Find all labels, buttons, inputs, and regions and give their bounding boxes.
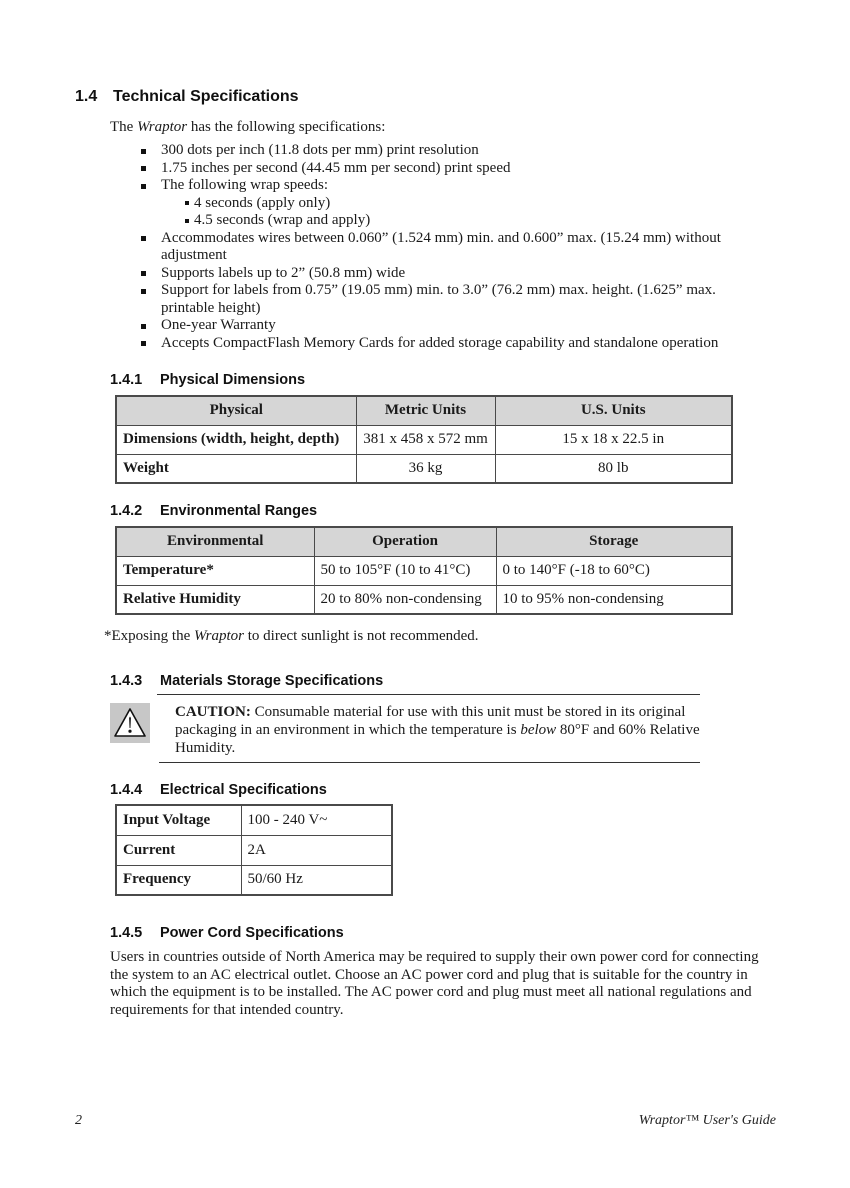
table-row: [116, 454, 732, 483]
table-cell: 10 to 95% non-condensing: [496, 585, 732, 614]
table-row: [116, 585, 732, 614]
spec-bullet-item: One-year Warranty: [140, 317, 724, 335]
product-name: Wraptor: [194, 628, 245, 644]
spec-sub-bullet-list: [185, 195, 724, 230]
subsection-heading-environmental: [110, 504, 850, 519]
caution-divider-bottom: [159, 762, 700, 763]
table-row: [116, 556, 732, 585]
table-cell: 15 x 18 x 22.5 in: [495, 425, 732, 454]
table-row: [116, 425, 732, 454]
table-row-label: Temperature*: [116, 556, 314, 585]
table-row-label: Frequency: [116, 865, 241, 895]
subsection-number: 1.4.3: [110, 673, 143, 689]
subsection-title: Electrical Specifications: [160, 782, 327, 798]
caution-block: [110, 703, 850, 757]
table-row-label: Dimensions (width, height, depth): [116, 425, 356, 454]
table-cell: 2A: [241, 835, 392, 865]
environmental-footnote: [104, 628, 850, 645]
spec-bullet-item: Support for labels from 0.75” (19.05 mm) min. to 3.0” (76.2 mm) max. height. (1.625” max. printable height): [140, 282, 724, 317]
subsection-title: Environmental Ranges: [160, 503, 318, 519]
table-cell: 36 kg: [356, 454, 495, 483]
subsection-heading-materials: [110, 674, 850, 689]
section-number: 1.4: [75, 88, 98, 105]
footnote-prefix: *Exposing the: [104, 628, 194, 644]
page-footer: [75, 1113, 776, 1129]
table-cell: 100 - 240 V~: [241, 805, 392, 835]
caution-body-1: Consumable material for use with this unit must be stored in its original packaging in an environment in which the temperature is: [175, 704, 686, 738]
spec-bullet-item: The following wrap speeds: 4 seconds (apply only) 4.5 seconds (wrap and apply): [140, 177, 724, 230]
subsection-number: 1.4.4: [110, 782, 143, 798]
table-row: [116, 835, 392, 865]
caution-label: CAUTION:: [175, 704, 251, 720]
spec-sub-bullet-item: 4.5 seconds (wrap and apply): [185, 212, 724, 230]
table-header-cell: Metric Units: [356, 396, 495, 425]
table-row-label: Relative Humidity: [116, 585, 314, 614]
table-header-cell: Operation: [314, 527, 496, 556]
caution-text: [175, 703, 707, 757]
subsection-heading-physical: [110, 373, 850, 388]
section-title: Technical Specifications: [113, 88, 299, 105]
table-row-label: Weight: [116, 454, 356, 483]
spec-bullet-item: Supports labels up to 2” (50.8 mm) wide: [140, 265, 724, 283]
table-cell: 80 lb: [495, 454, 732, 483]
subsection-number: 1.4.2: [110, 503, 143, 519]
section-heading: [75, 88, 850, 105]
table-cell: 50 to 105°F (10 to 41°C): [314, 556, 496, 585]
subsection-heading-power-cord: [110, 926, 850, 941]
spec-sub-bullet-item: 4 seconds (apply only): [185, 195, 724, 213]
table-row: [116, 805, 392, 835]
table-cell: 381 x 458 x 572 mm: [356, 425, 495, 454]
electrical-specifications-table: [115, 804, 393, 896]
product-name: Wraptor: [137, 119, 188, 135]
power-cord-paragraph: Users in countries outside of North America may be required to supply their own power cord for connecting the system to an AC electrical outlet. Choose an AC power cord and plug that is suitable for the country in which the equipment is to be installed. The AC power cord and plug must meet all national regulations and requirements for that intended country.: [110, 949, 759, 1018]
subsection-number: 1.4.5: [110, 925, 143, 941]
spec-bullet-item: Accommodates wires between 0.060” (1.524 mm) min. and 0.600” max. (15.24 mm) without adjustment: [140, 230, 724, 265]
table-row: [116, 865, 392, 895]
table-header-cell: U.S. Units: [495, 396, 732, 425]
table-row-label: Current: [116, 835, 241, 865]
footer-doc-title: Wraptor™ User's Guide: [638, 1113, 776, 1128]
intro-suffix: has the following specifications:: [187, 119, 386, 135]
subsection-title: Physical Dimensions: [160, 372, 306, 388]
intro-paragraph: [110, 119, 850, 136]
table-cell: 20 to 80% non-condensing: [314, 585, 496, 614]
subsection-title: Materials Storage Specifications: [160, 673, 384, 689]
physical-dimensions-table: [115, 395, 733, 484]
caution-divider-top: [157, 694, 700, 695]
spec-bullet-list: [140, 142, 724, 352]
subsection-title: Power Cord Specifications: [160, 925, 344, 941]
table-header-cell: Physical: [116, 396, 356, 425]
spec-bullet-item: 1.75 inches per second (44.45 mm per second) print speed: [140, 160, 724, 178]
subsection-number: 1.4.1: [110, 372, 143, 388]
environmental-ranges-table: [115, 526, 733, 615]
caution-emphasis: below: [520, 722, 557, 738]
caution-body-2: 80°F and 60% Relative Humidity.: [175, 722, 700, 756]
footnote-suffix: to direct sunlight is not recommended.: [244, 628, 479, 644]
table-header-cell: Storage: [496, 527, 732, 556]
table-cell: 0 to 140°F (-18 to 60°C): [496, 556, 732, 585]
table-header-row: [116, 396, 732, 425]
table-header-row: [116, 527, 732, 556]
table-row-label: Input Voltage: [116, 805, 241, 835]
spec-bullet-item: 300 dots per inch (11.8 dots per mm) print resolution: [140, 142, 724, 160]
table-cell: 50/60 Hz: [241, 865, 392, 895]
intro-prefix: The: [110, 119, 138, 135]
manual-page: [0, 88, 850, 1188]
subsection-heading-electrical: [110, 783, 850, 798]
warning-triangle-icon: [110, 703, 150, 743]
footer-page-number: 2: [75, 1113, 82, 1128]
spec-bullet-item: Accepts CompactFlash Memory Cards for added storage capability and standalone operation: [140, 335, 724, 353]
table-header-cell: Environmental: [116, 527, 314, 556]
